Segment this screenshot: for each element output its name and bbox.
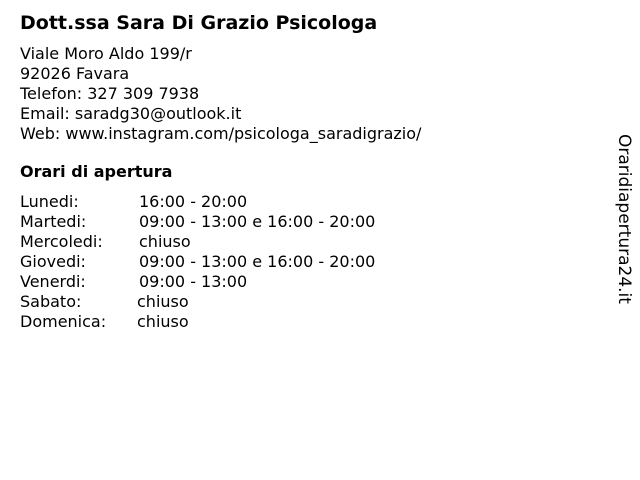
time-value: chiuso	[137, 292, 189, 311]
hours-row-tuesday	[20, 212, 600, 232]
address-city: 92026 Favara	[20, 64, 130, 83]
address-street: Viale Moro Aldo 199/r	[20, 44, 192, 63]
day-label: Venerdi:	[20, 272, 86, 291]
phone-line: Telefon: 327 309 7938	[20, 84, 200, 103]
hours-row-friday	[20, 272, 600, 292]
time-value: chiuso	[137, 312, 189, 331]
time-value: 16:00 - 20:00	[139, 192, 248, 211]
site-brand-vertical: Oraridiapertura24.it	[614, 134, 634, 304]
day-label: Sabato:	[20, 292, 82, 311]
time-value: 09:00 - 13:00 e 16:00 - 20:00	[139, 252, 376, 271]
email-line: Email: saradg30@outlook.it	[20, 104, 242, 123]
day-label: Domenica:	[20, 312, 107, 331]
hours-row-saturday	[20, 292, 600, 312]
time-value: 09:00 - 13:00 e 16:00 - 20:00	[139, 212, 376, 231]
day-label: Lunedi:	[20, 192, 79, 211]
business-card	[20, 10, 600, 332]
time-value: chiuso	[139, 232, 191, 251]
day-label: Giovedi:	[20, 252, 86, 271]
business-name: Dott.ssa Sara Di Grazio Psicologa	[20, 12, 378, 34]
time-value: 09:00 - 13:00	[139, 272, 248, 291]
opening-hours-title: Orari di apertura	[20, 162, 173, 181]
hours-row-thursday	[20, 252, 600, 272]
hours-row-monday	[20, 192, 600, 212]
web-line: Web: www.instagram.com/psicologa_saradigrazio/	[20, 124, 422, 143]
hours-row-sunday	[20, 312, 600, 332]
day-label: Mercoledi:	[20, 232, 103, 251]
hours-row-wednesday	[20, 232, 600, 252]
opening-hours-table	[20, 192, 600, 332]
day-label: Martedi:	[20, 212, 87, 231]
